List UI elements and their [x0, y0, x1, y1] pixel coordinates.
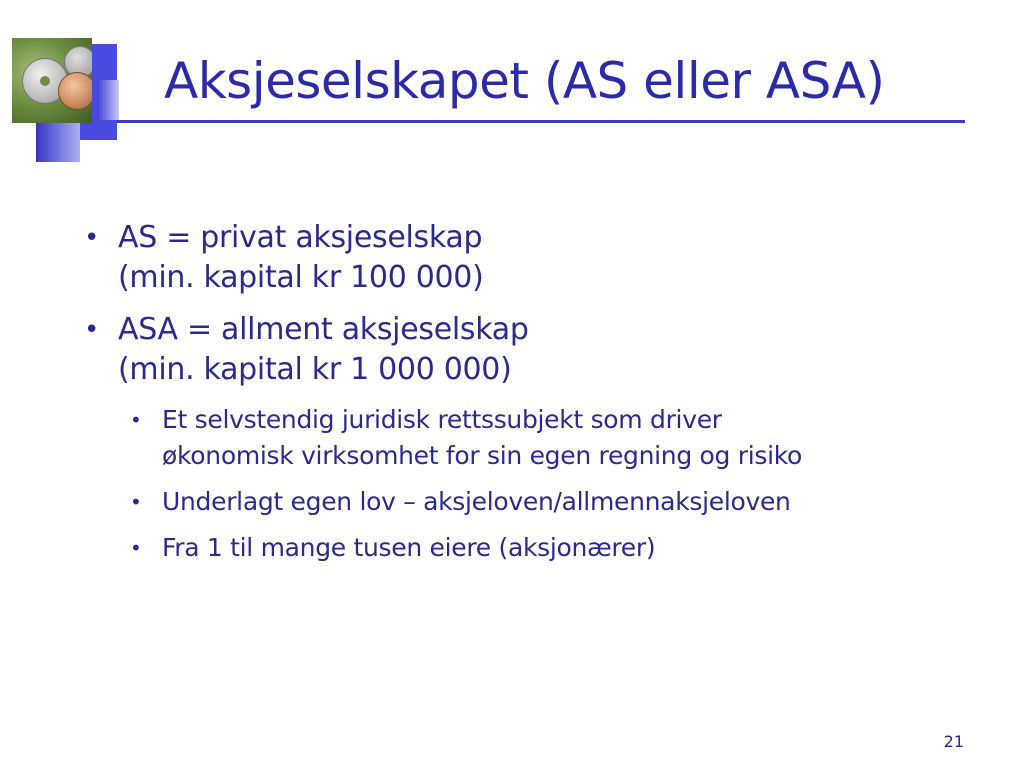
sub-bullet-text: Et selvstendig juridisk rettssubjekt som driver [162, 405, 722, 434]
bullet-icon: • [84, 223, 100, 253]
decorative-square [36, 120, 80, 162]
bullet-icon: • [130, 490, 142, 514]
sub-bullet-text: Fra 1 til mange tusen eiere (aksjonærer) [162, 533, 656, 562]
bullet-text: AS = privat aksjeselskap [118, 220, 483, 255]
bullet-item [82, 218, 982, 298]
bullet-item [82, 310, 982, 390]
sub-bullet-item [82, 402, 982, 474]
sub-bullet-item [82, 484, 982, 520]
bullet-icon: • [130, 408, 142, 432]
sub-bullet-text: Underlagt egen lov – aksjeloven/allmennaksjeloven [162, 487, 791, 516]
page-number: 21 [943, 732, 964, 751]
decorative-square [97, 80, 119, 120]
coins-image [12, 38, 92, 123]
bullet-text: ASA = allment aksjeselskap [118, 312, 529, 347]
title-underline [117, 120, 965, 123]
bullet-text: (min. kapital kr 100 000) [118, 260, 484, 295]
bullet-text: (min. kapital kr 1 000 000) [118, 352, 512, 387]
sub-bullet-text: økonomisk virksomhet for sin egen regning og risiko [162, 441, 803, 470]
bullet-icon: • [130, 536, 142, 560]
bullet-icon: • [84, 315, 100, 345]
slide-title: Aksjeselskapet (AS eller ASA) [164, 52, 885, 110]
sub-bullet-item [82, 530, 982, 566]
slide-body [82, 218, 982, 576]
coin-image [58, 72, 92, 110]
